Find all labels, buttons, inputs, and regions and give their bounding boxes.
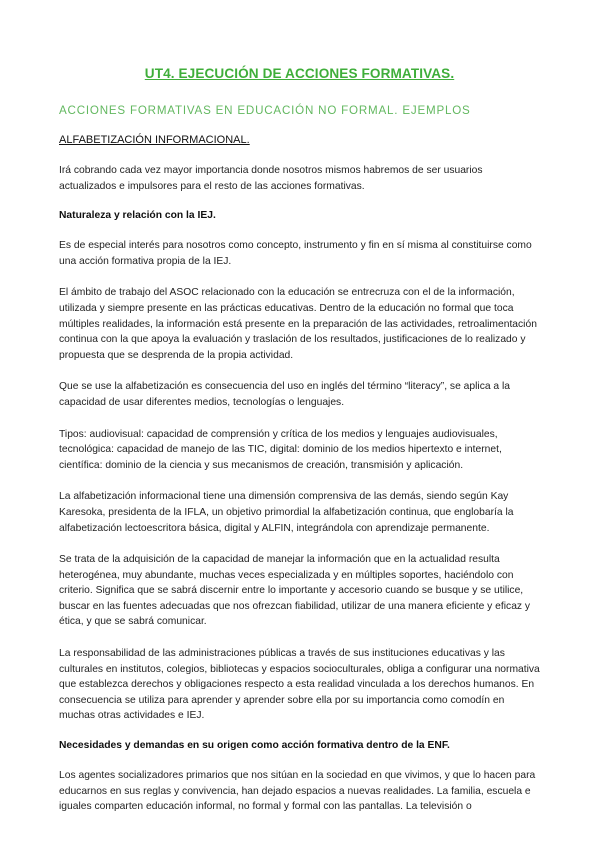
paragraph-1: Es de especial interés para nosotros como concepto, instrumento y fin en sí misma al constituirse como una acción formativa propia de la IEJ. [59,240,532,267]
paragraph-3: Que se use la alfabetización es consecuencia del uso en inglés del término “literacy”, se aplica a la capacidad de usar diferentes medios, tecnologías o lenguajes. [59,381,511,408]
paragraph-7: La responsabilidad de las administraciones públicas a través de sus instituciones educativas y las culturales en institutos, colegios, bibliotecas y espacios socioculturales, obliga a configurar una normativa que establezca derechos y obligaciones respecto a esta realidad vinculada a los derechos humanos. En consecuencia se utiliza para aprender y aprender sobre ella por su importancia como comodín en muchas otras actividades e IEJ. [59,648,540,722]
heading-naturaleza: Naturaleza y relación con la IEJ. [59,210,216,222]
section-title: ALFABETIZACIÓN INFORMACIONAL. [59,134,250,146]
paragraph-6: Se trata de la adquisición de la capacidad de manejar la información que en la actualidad resulta heterogénea, muy abundante, muchas veces especializada y en múltiples soportes, haciéndolo con criterio. Significa que se sabrá discernir entre lo importante y accesorio cuando se busque y se utilice, buscar en las fuentes adecuadas que nos ofrezcan fiabilidad, utilizar de una manera eficiente y eficaz y ética, y que se sabrá comunicar. [59,554,531,628]
paragraph-5: La alfabetización informacional tiene una dimensión comprensiva de las demás, siendo según Kay Karesoka, presidenta de la IFLA, un objetivo primordial la alfabetización continua, que englobaría la alfabetización lectoescritora básica, digital y ALFIN, integrándola con aprendizaje permanente. [59,491,514,534]
heading-necesidades: Necesidades y demandas en su origen como acción formativa dentro de la ENF. [59,740,450,752]
document-title: UT4. EJECUCIÓN DE ACCIONES FORMATIVAS. [144,66,455,81]
paragraph-2: El ámbito de trabajo del ASOC relacionado con la educación se entrecruza con el de la información, utilizada y siempre presente en las prácticas educativas. Dentro de la educación no formal que toca múltiples realidades, la información está presente en la preparación de las actividades, retroalimentación continua con la que apoya la evaluación y traslación de los resultados, justificaciones de lo realizado y propuesta que se desprenda de la propia actividad. [59,287,537,361]
paragraph-4: Tipos: audiovisual: capacidad de comprensión y crítica de los medios y lenguajes audiovisuales, tecnológica: capacidad de manejo de las TIC, digital: dominio de los medios hipertexto e internet, científica: dominio de la ciencia y sus mecanismos de creación, transmisión y aplicación. [59,428,502,471]
document-subtitle: ACCIONES FORMATIVAS EN EDUCACIÓN NO FORMAL. EJEMPLOS [59,104,471,117]
intro-paragraph: Irá cobrando cada vez mayor importancia donde nosotros mismos habremos de ser usuarios actualizados e impulsores para el resto de las acciones formativas. [59,165,483,192]
paragraph-8: Los agentes socializadores primarios que nos sitúan en la sociedad en que vivimos, y que lo hacen para educarnos en sus reglas y convivencia, han dejado espacios a nuevas realidades. La familia, escuela e iguales comparten educación informal, no formal y formal con las pantallas. La televisión o [59,770,536,813]
